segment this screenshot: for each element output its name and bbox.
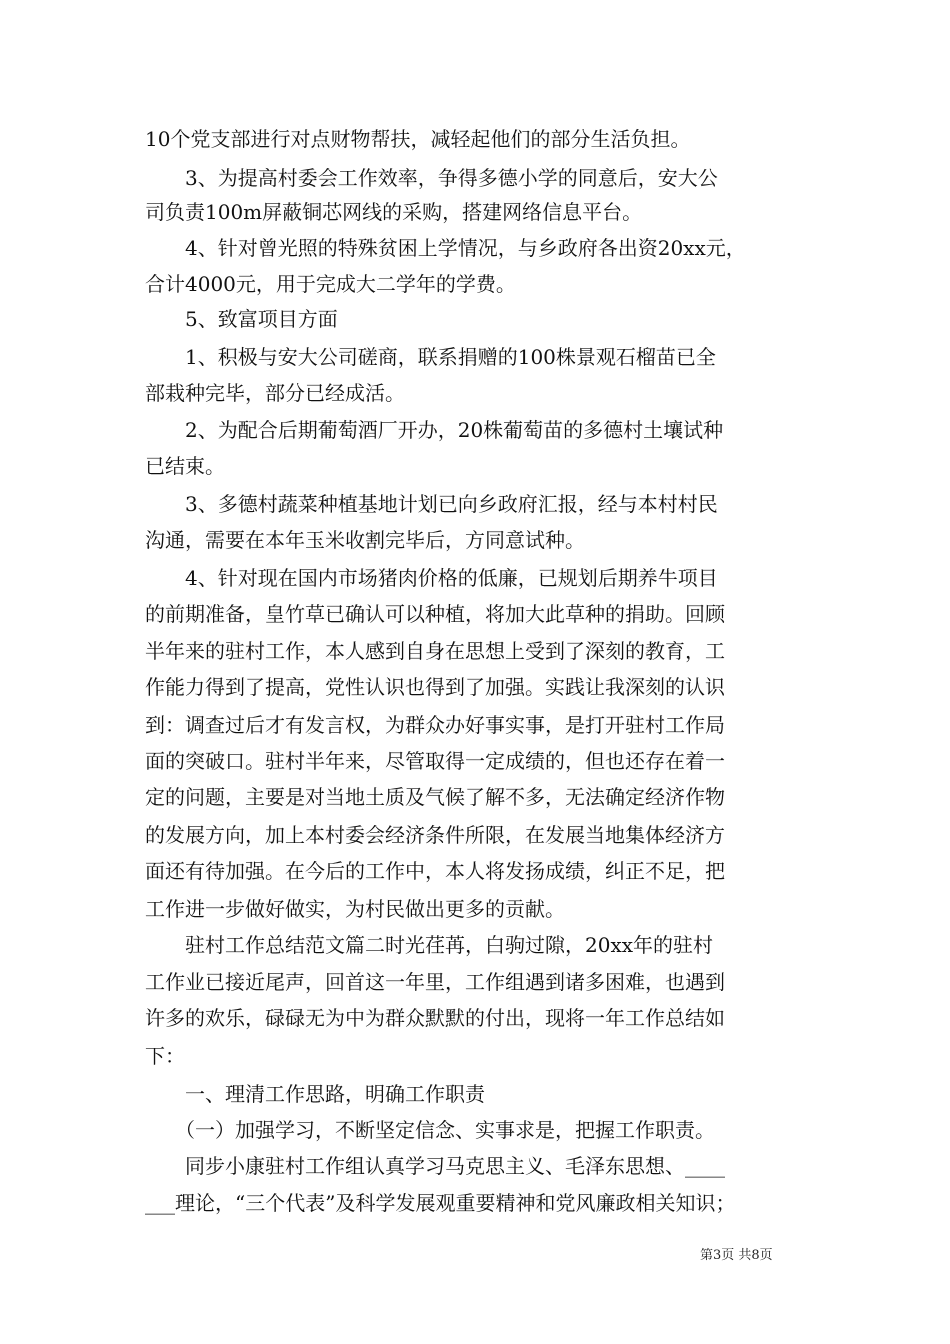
page-number: 第3页 共8页 [700,1248,773,1263]
text-line: 定的问题，主要是对当地土质及气候了解不多，无法确定经济作物 [145,785,725,809]
text-line: 4、针对曾光照的特殊贫困上学情况，与乡政府各出资20xx元， [145,236,746,260]
text-line: 10个党支部进行对点财物帮扶，减轻起他们的部分生活负担。 [145,127,691,151]
text-line: 一、理清工作思路，明确工作职责 [145,1082,485,1106]
text-line: 同步小康驻村工作组认真学习马克思主义、毛泽东思想、____ [145,1154,725,1178]
text-line: 合计4000元，用于完成大二学年的学费。 [145,272,516,296]
text-line: 已结束。 [145,454,225,478]
text-line: 下： [145,1044,185,1068]
text-line: 作能力得到了提高，党性认识也得到了加强。实践让我深刻的认识 [145,675,725,699]
text-line: 2、为配合后期葡萄酒厂开办，20株葡萄苗的多德村土壤试种 [145,418,724,442]
text-line: 3、多德村蔬菜种植基地计划已向乡政府汇报，经与本村村民 [145,492,718,516]
text-line: 部栽种完毕，部分已经成活。 [145,381,405,405]
text-line: 半年来的驻村工作，本人感到自身在思想上受到了深刻的教育，工 [145,639,725,663]
text-line: 面的突破口。驻村半年来，尽管取得一定成绩的，但也还存在着一 [145,749,725,773]
text-line: 许多的欢乐，碌碌无为中为群众默默的付出，现将一年工作总结如 [145,1006,725,1030]
text-line: 4、针对现在国内市场猪肉价格的低廉，已规划后期养牛项目 [145,566,718,590]
text-line: 1、积极与安大公司磋商，联系捐赠的100株景观石榴苗已全 [145,345,716,369]
text-line: 到：调查过后才有发言权，为群众办好事实事，是打开驻村工作局 [145,713,725,737]
text-line: （一）加强学习，不断坚定信念、实事求是，把握工作职责。 [145,1118,715,1142]
text-line: 工作业已接近尾声，回首这一年里，工作组遇到诸多困难，也遇到 [145,970,725,994]
text-line: 3、为提高村委会工作效率，争得多德小学的同意后，安大公 [145,166,718,190]
text-line: 沟通，需要在本年玉米收割完毕后，方同意试种。 [145,528,585,552]
text-line: 工作进一步做好做实，为村民做出更多的贡献。 [145,897,565,921]
text-line: 5、致富项目方面 [145,307,338,331]
text-line: ___理论，“三个代表”及科学发展观重要精神和党风廉政相关知识； [145,1191,736,1215]
text-line: 司负责100m屏蔽铜芯网线的采购，搭建网络信息平台。 [145,200,643,224]
text-line: 的前期准备，皇竹草已确认可以种植，将加大此草种的捐助。回顾 [145,602,725,626]
text-line: 驻村工作总结范文篇二时光荏苒，白驹过隙，20xx年的驻村 [145,933,714,957]
text-line: 的发展方向，加上本村委会经济条件所限，在发展当地集体经济方 [145,823,725,847]
text-line: 面还有待加强。在今后的工作中，本人将发扬成绩，纠正不足，把 [145,859,725,883]
